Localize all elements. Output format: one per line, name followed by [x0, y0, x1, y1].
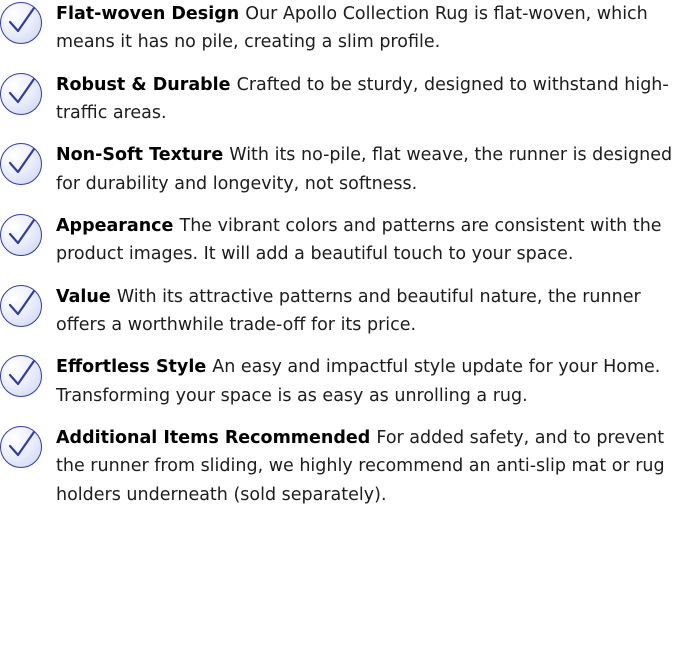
check-circle-icon [0, 143, 42, 185]
check-icon-wrap [0, 424, 56, 468]
feature-text [56, 424, 679, 509]
check-icon-wrap [0, 212, 56, 256]
check-circle-icon [0, 214, 42, 256]
check-icon-wrap [0, 71, 56, 115]
feature-text [56, 283, 679, 340]
check-icon-wrap [0, 283, 56, 327]
check-circle-icon [0, 355, 42, 397]
list-item [0, 0, 679, 57]
feature-title: Flat-woven Design [56, 4, 246, 24]
feature-body: With its no-pile, flat weave, the runner is designed for durability and longevity, not softness. [56, 145, 673, 194]
list-item [0, 71, 679, 128]
check-icon-wrap [0, 141, 56, 185]
check-circle-icon [0, 285, 42, 327]
feature-body: The vibrant colors and patterns are consistent with the product images. It will add a beautiful touch to your space. [56, 216, 662, 265]
feature-body: Crafted to be sturdy, designed to withstand high-traffic areas. [56, 74, 669, 124]
feature-text [56, 71, 679, 128]
check-circle-icon [0, 2, 42, 44]
feature-title: Appearance [56, 216, 180, 237]
feature-body: For added safety, and to prevent the runner from sliding, we highly recommend an anti-slip mat or rug holders underneath (sold separately). [56, 428, 665, 505]
check-icon-wrap [0, 0, 56, 44]
feature-title: Effortless Style [56, 357, 213, 378]
feature-title: Non-Soft Texture [56, 145, 230, 166]
feature-body: With its attractive patterns and beautiful nature, the runner offers a worthwhile trade-off for its price. [56, 286, 641, 336]
list-item [0, 424, 679, 509]
check-icon-wrap [0, 353, 56, 397]
list-item [0, 141, 679, 198]
feature-body: Our Apollo Collection Rug is flat-woven, which means it has no pile, creating a slim profile. [56, 4, 648, 53]
feature-title: Value [56, 286, 117, 307]
feature-title: Additional Items Recommended [56, 428, 377, 449]
check-circle-icon [0, 73, 42, 115]
list-item [0, 283, 679, 340]
feature-text [56, 212, 679, 269]
list-item [0, 353, 679, 410]
check-circle-icon [0, 426, 42, 468]
feature-body: An easy and impactful style update for your Home. Transforming your space is as easy as unrolling a rug. [56, 357, 661, 406]
feature-text [56, 0, 679, 57]
list-item [0, 212, 679, 269]
feature-text [56, 353, 679, 410]
feature-text [56, 141, 679, 198]
feature-title: Robust & Durable [56, 74, 237, 95]
